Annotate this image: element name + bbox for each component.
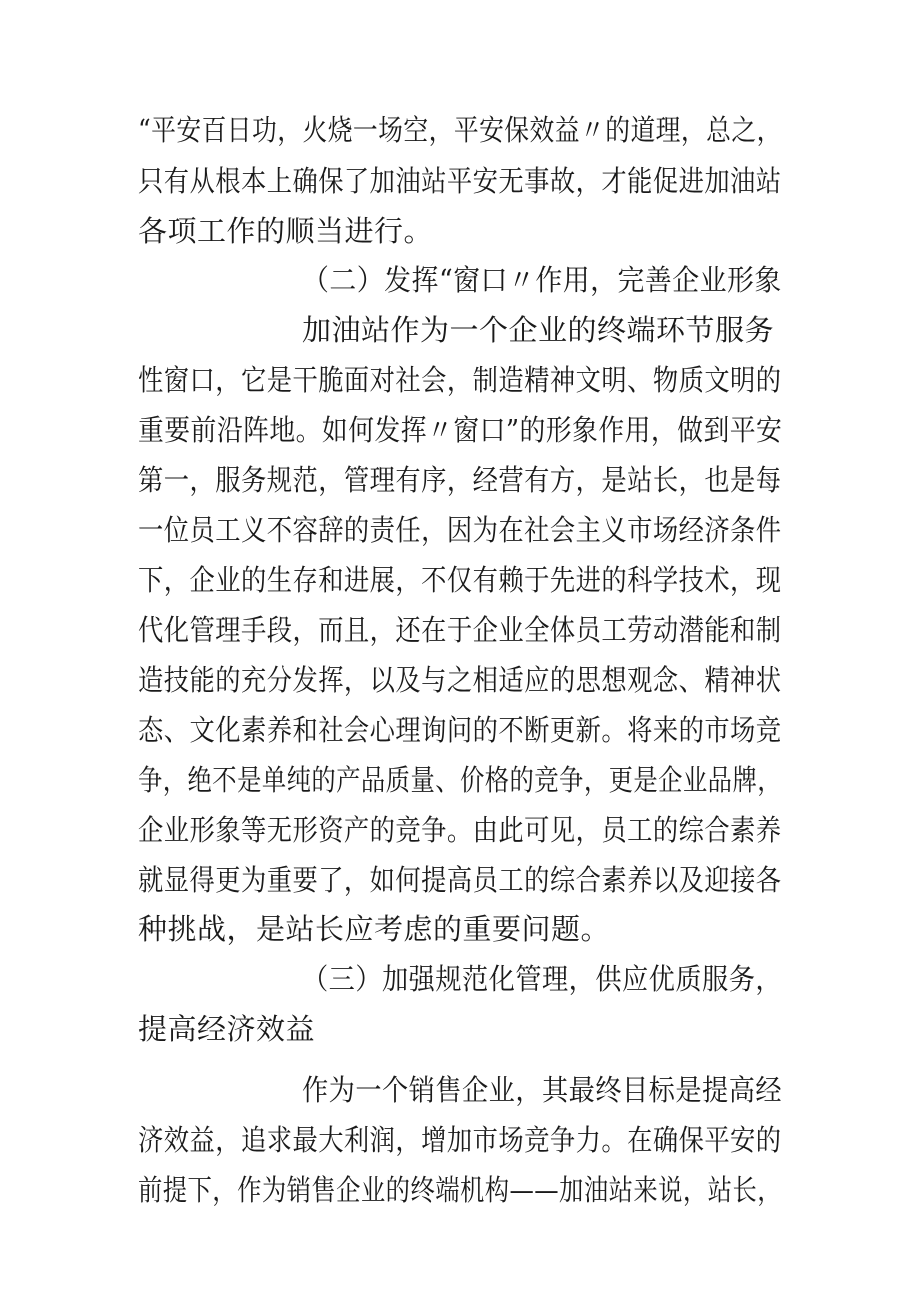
text-line: 各项工作的顺当进行。 bbox=[138, 214, 434, 248]
text-line: 济效益，追求最大利润，增加市场竞争力。在确保平安的 bbox=[138, 1123, 782, 1157]
section-heading: （三）加强规范化管理，供应优质服务， bbox=[302, 962, 783, 996]
text-line: 加油站作为一个企业的终端环节服务 bbox=[302, 313, 775, 347]
section-heading: （二）发挥“窗口〃作用，完善企业形象 bbox=[302, 263, 782, 297]
text-line: 性窗口，它是干脆面对社会，制造精神文明、物质文明的 bbox=[138, 363, 782, 397]
text-line: 争，绝不是单纯的产品质量、价格的竞争，更是企业品牌， bbox=[138, 763, 782, 797]
text-line: 前提下，作为销售企业的终端机构——加油站来说，站长， bbox=[138, 1173, 782, 1207]
text-line: 下，企业的生存和进展，不仅有赖于先进的科学技术，现 bbox=[138, 563, 782, 597]
text-line: 只有从根本上确保了加油站平安无事故，才能促进加油站 bbox=[138, 164, 782, 198]
text-line: 就显得更为重要了，如何提高员工的综合素养以及迎接各 bbox=[138, 863, 782, 897]
text-line: 企业形象等无形资产的竞争。由此可见，员工的综合素养 bbox=[138, 813, 782, 847]
text-line: “平安百日功，火烧一场空，平安保效益〃的道理，总之， bbox=[138, 113, 782, 147]
text-line: 重要前沿阵地。如何发挥〃窗口”的形象作用，做到平安 bbox=[138, 413, 783, 447]
text-line: 造技能的充分发挥，以及与之相适应的思想观念、精神状 bbox=[138, 663, 782, 697]
text-line: 态、文化素养和社会心理询问的不断更新。将来的市场竞 bbox=[138, 713, 782, 747]
text-line: 代化管理手段，而且，还在于企业全体员工劳动潜能和制 bbox=[138, 613, 782, 647]
text-line: 种挑战，是站长应考虑的重要问题。 bbox=[138, 912, 611, 946]
section-heading-continued: 提高经济效益 bbox=[138, 1012, 316, 1046]
text-line: 作为一个销售企业，其最终目标是提高经 bbox=[302, 1073, 783, 1107]
text-line: 一位员工义不容辞的责任，因为在社会主义市场经济条件 bbox=[138, 513, 782, 547]
text-line: 第一，服务规范，管理有序，经营有方，是站长，也是每 bbox=[138, 463, 782, 497]
